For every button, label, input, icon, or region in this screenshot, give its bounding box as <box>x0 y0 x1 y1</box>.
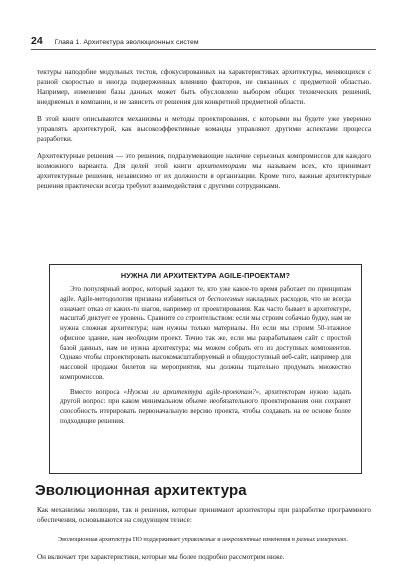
page-header <box>31 35 376 50</box>
paragraph-3 <box>37 151 371 191</box>
term-guided: управляемые <box>181 536 216 543</box>
term-useless: бесполезных <box>207 294 244 303</box>
section-outro-text: Он включает три характеристики, которые мы более подробно рассмотрим ниже. <box>37 553 285 561</box>
page-number: 24 <box>31 35 43 47</box>
term-dimensions: разных измерениях <box>296 536 347 543</box>
sidebar-question: «Нужна ли архитектура agile-проектам?» <box>123 387 260 396</box>
quote-part-3: изменения в <box>262 536 295 543</box>
quote-part-2: и <box>217 536 221 543</box>
sidebar-title: НУЖНА ЛИ АРХИТЕКТУРА AGILE-ПРОЕКТАМ? <box>120 271 291 280</box>
thesis-quote <box>58 535 358 544</box>
section-intro-text: Как механизмы эволюции, так и решения, которые принимают архитекторы при разработке программного обеспечения, основываются на следующем тезисе: <box>37 506 371 525</box>
term-incremental: инкрементные <box>222 536 262 543</box>
sidebar-p2-end: , архитекторам нужно задать другой вопрос: при каком минимальном объеме необязательного проектирования они сохранят способность итерировать первоначальную версию проекта, чтобы создавать на ее основе более подходящие решения. <box>60 387 352 425</box>
sidebar-paragraph-1 <box>60 285 351 383</box>
term-architects: архитекторами <box>197 161 247 170</box>
main-text <box>37 67 371 198</box>
paragraph-3-end: мы называем всех, кто принимает архитектурные решения, независимо от их должности в организации. Кроме того, важные архитектурные решения практически всегда требуют взаимодействия с другими сотрудниками. <box>37 161 371 190</box>
sidebar-p2-start: Вместо вопроса <box>70 387 120 396</box>
paragraph-3-start: Архитектурные решения — это решения, подразумевающие наличие серьезных компромиссов для каждого возможного варианта. Для целей этой книги <box>37 151 371 170</box>
sidebar-p1-start: Это популярный вопрос, который задают те, кто уже какое-то время работает по принципам agile. Agile-методология призвана избавиться от <box>60 285 351 303</box>
sidebar-paragraph-2 <box>60 388 351 427</box>
section-outro <box>37 552 371 562</box>
paragraph-2: В этой книге описываются механизмы и методы проектирования, с которыми вы будете уже уверенно управлять архитектурой, как высокоэффективные команды управляют другими аспектами процесса разработки. <box>37 114 371 144</box>
sidebar-p1-end: накладных расходов, что не всегда означает отказ от каких-то шагов, например от проектирования. Как часто бывает в архитектуре, масштаб диктует ее уровень. Сравните со строительством: если мы строим собачью будку, нам не нужна сложная архитектура; нам нужны только материалы. Но если мы строим 50-этажное офисное здание, нам необходим проект. Точно так же, если мы разрабатываем сайт с простой базой данных, нам не нужна архитектура; мы можем собрать его из доступных компонентов. Однако чтобы спроектировать высокомасштабируемый и общедоступный веб-сайт, например для массовой продажи билетов на мероприятия, мы должны тщательно продумать множество компромиссов. <box>60 294 351 381</box>
section-heading: Эволюционная архитектура <box>35 482 247 499</box>
sidebar-box <box>49 264 362 474</box>
quote-part-1: Эволюционная архитектура ПО поддерживает <box>58 536 181 543</box>
section-intro <box>37 505 371 532</box>
chapter-title: Глава 1. Архитектура эволюционных систем <box>54 39 199 46</box>
paragraph-1: тектуры наподобие модульных тестов, сфокусированных на характеристиках архитектуры, меняющихся с разной скоростью и иногда подверженных влиянию факторов, не связанных с предметной областью. Например, изменение базы данных может быть обусловлено выбором общих технических решений, внедряемых в компании, и не зависеть от решения для конкретной предметной области. <box>37 68 371 107</box>
quote-part-4: . <box>346 536 348 543</box>
